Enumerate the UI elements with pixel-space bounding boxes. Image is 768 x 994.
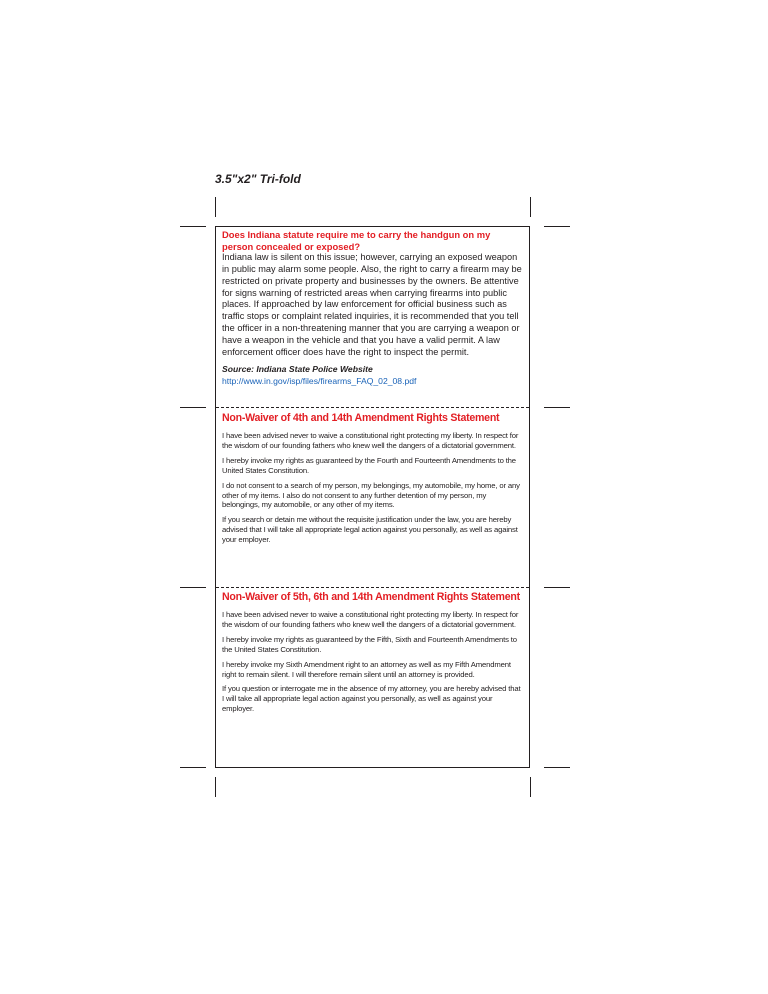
crop-mark <box>180 226 206 227</box>
panel-heading: Non-Waiver of 4th and 14th Amendment Rights Statement <box>222 412 500 424</box>
paragraph: I do not consent to a search of my person, my belongings, my automobile, my home, or any other of my items. I also do not consent to any further detention of my person, my belongings, my automobile, or any other of my items. <box>222 480 520 510</box>
paragraph: I hereby invoke my rights as guaranteed by the Fifth, Sixth and Fourteenth Amendments to the United States Constitution. <box>222 634 517 654</box>
crop-mark <box>544 767 570 768</box>
fold-line <box>216 407 529 408</box>
fold-line <box>216 587 529 588</box>
crop-mark <box>215 777 216 797</box>
faq-answer: Indiana law is silent on this issue; however, carrying an exposed weapon in public may alarm some people. Also, the right to carry a firearm may be restricted on private property and businesses by the owners. Be attentive for signs warning of restricted areas when carrying firearms into public places. If approached by law enforcement for official business such as traffic stops or complaint related inquiries, it is recommended that you tell the officer in a non-threatening manner that you are carrying a weapon or have a weapon in the vehicle and that you have a valid permit. A law enforcement officer does have the right to inspect the permit. <box>222 252 522 357</box>
crop-mark <box>215 197 216 217</box>
paragraph: I hereby invoke my Sixth Amendment right to an attorney as well as my Fifth Amendment right to remain silent. I will therefore remain silent until an attorney is provided. <box>222 659 511 679</box>
paragraph: I have been advised never to waive a constitutional right protecting my liberty. In respect for the wisdom of our founding fathers who knew well the dangers of a dictatorial government. <box>222 431 519 450</box>
panel-4th-14th-amendment <box>222 412 524 550</box>
crop-mark <box>544 587 570 588</box>
crop-mark <box>180 587 206 588</box>
faq-question: Does Indiana statute require me to carry the handgun on my person concealed or exposed? <box>222 229 491 252</box>
panel-5th-6th-14th-amendment <box>222 591 524 719</box>
paragraph: I hereby invoke my rights as guaranteed by the Fourth and Fourteenth Amendments to the United States Constitution. <box>222 455 516 475</box>
source-link[interactable]: http://www.in.gov/isp/files/firearms_FAQ_02_08.pdf <box>222 376 417 387</box>
crop-mark <box>544 407 570 408</box>
panel-faq <box>222 229 524 387</box>
paragraph: If you search or detain me without the requisite justification under the law, you are hereby advised that I will take all appropriate legal action against you personally, as well as against your employer. <box>222 515 518 545</box>
paragraph: I have been advised never to waive a constitutional right protecting my liberty. In respect for the wisdom of our founding fathers who knew well the dangers of a dictatorial government. <box>222 610 519 629</box>
paragraph: If you question or interrogate me in the absence of my attorney, you are hereby advised that I will take all appropriate legal action against you personally, as well as against your employer. <box>222 684 521 714</box>
crop-mark <box>180 407 206 408</box>
document-title: 3.5"x2" Tri-fold <box>215 172 301 186</box>
source-label: Source: Indiana State Police Website <box>222 364 373 375</box>
crop-mark <box>530 777 531 797</box>
crop-mark <box>544 226 570 227</box>
crop-mark <box>180 767 206 768</box>
crop-mark <box>530 197 531 217</box>
panel-heading: Non-Waiver of 5th, 6th and 14th Amendment Rights Statement <box>222 591 520 603</box>
